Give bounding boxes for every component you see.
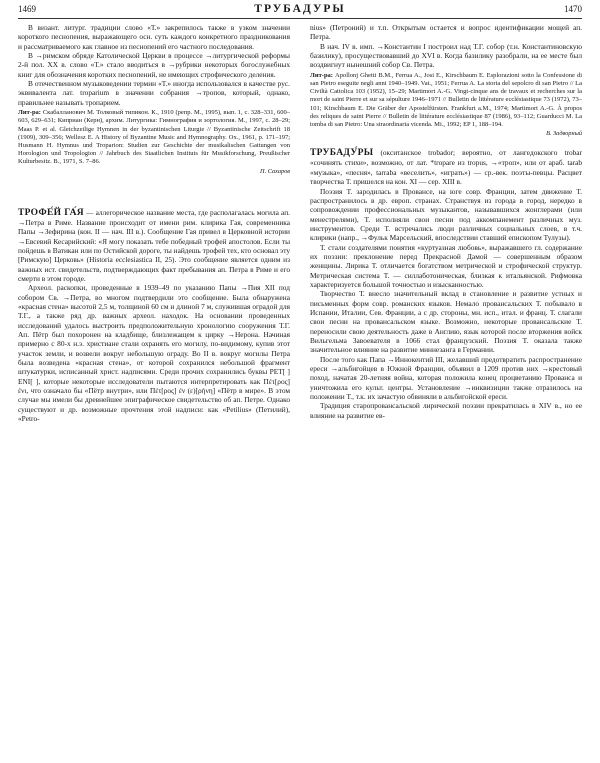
bibliography <box>310 72 582 129</box>
paragraph: В нач. IV в. имп. →Константин I построил над Т.Г. собор (т.н. Константиновскую базилику), просуществовавший до XVI в. Когда базилику разобрали, на ее месте был воздвигнут нынешний собор Св. Петра. <box>310 41 582 70</box>
entry-title: ТРОФЕ́Й ГА́Я <box>18 207 84 218</box>
running-title: ТРУБАДУРЫ <box>254 3 346 15</box>
bibliography-text: Apollonj Ghetti B.M., Ferrua A., Josi E., Kirschbaum E. Esplorazioni sotto la Confessione di san Pietro eseguite negli anni 1940–1949. Vat., 1951; Ferrua A. La storia del sepolcro di san Pietro // La Civiltà Cattolica 103 (1952), 15–29; Martimort A.-G. Vingt-cinque ans de travaux et recherches sur la mort de saint Pierre et sur sa sépulture 1946–1971 // Bulletin de littérature ecclésiastique 73 (1972), 73–101; Kirschbaum E. Die Gräber der Apostelfürsten. Frankfurt a.M., 1974; Martimort A.-G. À propos des reliques de saint Pierre // Bulletin de littérature ecclésiastique 87 (1986), 93–112; Guarducci M. La tomba di san Pietro: Una straordinaria vicenda. Mi., 1992; EP 1, 188–194. <box>310 71 583 128</box>
entry-paragraph <box>18 208 290 284</box>
right-column <box>310 23 582 420</box>
header-rule <box>18 18 582 19</box>
paragraph: После того как Папа →Иннокентий III, желавший предотвратить распространение ереси →альбигойцев в Южной Франции, объявил в 1209 против них →крестовый поход, начатая 20-летняя война, которая положила конец процветанию Прованса и уничтожила его культ. центры. Установление →инквизиции также отразилось на положении Т., т.к. их зачастую обвиняли в альбигойской ереси. <box>310 354 582 402</box>
page-number-left: 1469 <box>18 4 36 14</box>
paragraph: Поэзия Т. зародилась в Провансе, на юге совр. Франции, затем движение Т. распространилось в др. европ. странах. Странствуя из города в город, нередко в сопровождении профессиональных музыкантов, называвшихся жонглерами (или менестрелями), Т. исполняли свои песни под аккомпанемент различных муз. инструментов. Среди Т. встречались люди различных социальных слоев, в т.ч. клирики (напр., →Фульк Марсельский, впоследствии ставший епископом Тулузы). <box>310 186 582 243</box>
entry-separator <box>18 176 290 208</box>
paragraph: Традиция старопровансальской лирической поэзии прекратилась в XIV в., но ее влияние на развитие ев- <box>310 401 582 420</box>
paragraph: В визант. литург. традиции слово «Т.» закрепилось также в узком значении короткого песнопения, выражающего осн. суть каждого конкретного праздникования и рассматриваемого как главное из песнопений его частного последования. <box>18 23 290 51</box>
paragraph: Т. стали создателями понятия «куртуазная любовь», выражавшего гл. содержание их поэзии: преклонение перед Прекрасной Дамой — совершенным образом женщины. Лирика Т. отличается богатством метрической и строфической структур. Метрическая система Т. — силлаботоническая, близкая к итальянской. Рифмовка характеризуется большой точностью и изысканностью. <box>310 242 582 289</box>
paragraph: nius» (Петроний) и т.п. Открытым остается и вопрос идентификации мощей ап. Петра. <box>310 23 582 42</box>
entry-separator <box>310 138 582 148</box>
entry-title: ТРУБАДУ́РЫ <box>310 148 374 159</box>
bibliography-label: Лит-ра: <box>310 71 333 79</box>
paragraph: В отечественном музыковедении термин «Т.» иногда использовался в качестве рус. эквивалента лат. troparium в значении собрания →тропов, который, однако, правильнее называть тропарием. <box>18 79 290 107</box>
paragraph: Творчество Т. внесло значительный вклад в становление и развитие устных и письменных форм совр. романских языков. Немало провансальских Т. побывало в Испании, Италии, Сев. Франции, а с др. стороны, мн. исп., итал. и франц. Т. слагали свои песни на провансальском языке. Возможно, некоторые провансальские Т. переносили свою деятельность даже в Англию, язык которой после вторжения войск Вильгельма Завоевателя в 1066 стал французский. Поэзия Т. оказала также значительное влияние на развитие миннезанга в Германии. <box>310 289 582 355</box>
page-header <box>18 4 582 18</box>
entry-text: — аллегорическое название места, где располагалась могила ап. →Петра в Риме. Название происходит от имени рим. клирика Гая, современника Папы →Зефирина (кон. II — нач. III в.). Сообщение Гая привел в Церковной истории →Евсевий Кесарийский: «Я могу показать тебе победный трофей апостолов. Если ты пойдешь в Ватикан или по Остийской дороге, ты найдешь трофей тех, кто основал эту [Римскую] Церковь» (Historia ecclesiastica II, 25). Это сообщение является одним из важных ист. свидетельств, подтверждающих факт пребывания ап. Петра в Риме и его смерти в этом городе. <box>18 207 290 283</box>
entry-text: (окситанское trobador; вероятно, от лангедокского trobar «сочинять стихи», возможно, от лат. *tropare из tropus, →«троп», или от араб. tarab «музыка», «песня», tarraba «веселить», «играть») — ср.-век. поэты-певцы. Расцвет творчества Т. пришелся на кон. XI — сер. XIII в. <box>310 148 582 187</box>
entry-paragraph <box>310 148 582 186</box>
left-column <box>18 23 290 423</box>
article-author: В. Задворный <box>546 130 582 138</box>
bibliography <box>18 109 290 166</box>
bibliography-label: Лит-ра: <box>18 109 41 117</box>
article-author: П. Сахаров <box>260 167 290 175</box>
page-number-right: 1470 <box>564 4 582 14</box>
paragraph: В →римском обряде Католической Церкви в процессе →литургической реформы 2-й пол. XX в. слово «Т.» стало вводиться в →рубрики некоторых богослужебных книг для обозначения коротких песнопений, не имеющих строфического деления. <box>18 51 290 79</box>
bibliography-text: Скабалланович М. Толковый типикон. К., 1910 (репр. М., 1995), вып. 1, с. 328–331, 600–603, 629–631; Киприан (Керн), архим. Литургика: Гимнография и эортология. М., 1997, с. 28–29; Maas P. et al. Gleichzeilige Hymnen in der byzantinischen Liturgie // Byzantinische Zeitschrift 18 (1909), 309–356; Wellesz E. A History of Byzantine Music and Hymnography. Ox., 1961, p. 171–197; Husmann H. Hymnus und Troparion: Studien zur Geschichte der musikalischen Gattungen von Horologion und Tropologion // Jahrbuch des Staatlichen Instituts für Musikforschung, Preußischer Kulturbesitz. B., 1971, S. 7–86. <box>18 109 290 166</box>
paragraph: Археол. раскопки, проведенные в 1939–49 по указанию Папы →Пия XII под собором Св. →Петра, во многом подтвердили это сообщение. Была обнаружена «красная стена» высотой 2,5 м, толщиной 60 см и длиной 7 м, служившая оградой для Т.Г., а также ряд др. важных археол. находок. На основании проведенных исследований удалось выстроить предположительную хронологию сооружения Т.Г. Ап. Пётр был похоронен на кладбище, близлежащем к цирку →Нерона. Начиная примерно с 80-х н.э. христиане стали охранять его могилу, по-видимому, купив этот участок земли, и возвели вокруг небольшую ограду. Во II в. вокруг могилы Петра была возведена «красная стена», от которой сохранился небольшой фрагмент штукатурки, исписанный христ. надписями. Среди прочих сохранились буквы PET[ ] ENI[ ], которые некоторые исследователи пытаются интерпретировать как Πέτ[ρος] ένι, что означало бы «Пётр внутри», или Πέτ[ρος] έν (ε)[ρήνη] «Пётр в мире». В этом случае мы имели бы древнейшее эпиграфическое свидетельство об ап. Петре. Однако существуют и др. возможные прочтения этой надписи: как «Petilius» (Петилий), «Petro- <box>18 283 290 424</box>
